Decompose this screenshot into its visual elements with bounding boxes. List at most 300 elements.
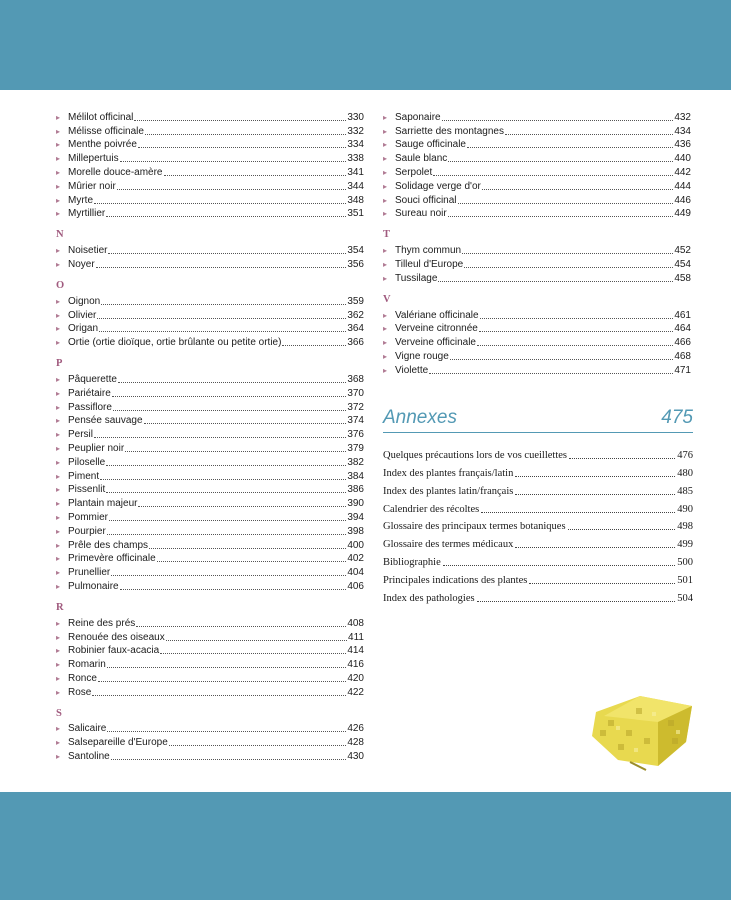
entry-page: 400 [347, 539, 364, 551]
entry-page: 376 [347, 429, 364, 441]
dot-leader [467, 147, 673, 148]
dot-leader [109, 520, 346, 521]
bullet-icon: ▸ [56, 112, 61, 122]
entry-page: 449 [674, 208, 691, 220]
entry-page: 374 [347, 415, 364, 427]
bullet-icon: ▸ [56, 660, 61, 670]
toc-left-column [56, 110, 364, 763]
dot-leader [112, 396, 347, 397]
entry-label: Violette [395, 364, 429, 376]
bullet-icon: ▸ [56, 209, 61, 219]
annex-label: Index des pathologies [383, 593, 475, 605]
entry-label: Plantain majeur [68, 498, 138, 510]
dot-leader [450, 359, 674, 360]
bullet-icon: ▸ [56, 499, 61, 509]
bullet-icon: ▸ [56, 738, 61, 748]
entry-page: 454 [674, 258, 691, 270]
entry-label: Saponaire [395, 111, 441, 123]
annex-entry[interactable] [383, 462, 693, 480]
entry-label: Prêle des champs [68, 539, 149, 551]
entry-page: 442 [674, 166, 691, 178]
toc-entry[interactable] [56, 193, 364, 207]
toc-entry[interactable] [56, 579, 364, 593]
toc-entry[interactable] [56, 207, 364, 221]
dot-leader [111, 575, 346, 576]
toc-entry[interactable] [383, 349, 691, 363]
entry-page: 394 [347, 511, 364, 523]
entry-label: Souci officinal [395, 194, 457, 206]
toc-entry[interactable] [56, 165, 364, 179]
dot-leader [515, 547, 675, 548]
toc-entry[interactable] [383, 322, 691, 336]
entry-page: 402 [347, 553, 364, 565]
toc-entry[interactable] [383, 138, 691, 152]
dot-leader [169, 745, 347, 746]
entry-page: 332 [347, 125, 364, 137]
bullet-icon: ▸ [383, 310, 388, 320]
dot-leader [98, 681, 346, 682]
entry-page: 426 [347, 723, 364, 735]
bullet-icon: ▸ [56, 646, 61, 656]
toc-entry[interactable] [56, 671, 364, 685]
entry-page: 414 [347, 645, 364, 657]
dot-leader [96, 267, 347, 268]
toc-entry[interactable] [383, 308, 691, 322]
bullet-icon: ▸ [56, 195, 61, 205]
bullet-icon: ▸ [56, 126, 61, 136]
entry-label: Thym commun [395, 245, 462, 257]
dot-leader [149, 548, 346, 549]
toc-entry[interactable] [383, 207, 691, 221]
entry-label: Salicaire [68, 723, 107, 735]
toc-entry[interactable] [56, 124, 364, 138]
dot-leader [433, 175, 673, 176]
dot-leader [106, 492, 346, 493]
entry-label: Pommier [68, 511, 109, 523]
annexes-page: 475 [661, 407, 693, 428]
toc-entry[interactable] [56, 414, 364, 428]
entry-label: Romarin [68, 659, 106, 671]
dot-leader [94, 203, 346, 204]
entry-label: Pulmonaire [68, 580, 119, 592]
bullet-icon: ▸ [56, 338, 61, 348]
dot-leader [136, 626, 346, 627]
toc-entry[interactable] [56, 138, 364, 152]
dot-leader [125, 451, 346, 452]
entry-label: Peuplier noir [68, 442, 125, 454]
toc-entry[interactable] [56, 538, 364, 552]
bullet-icon: ▸ [383, 112, 388, 122]
entry-label: Saule blanc [395, 153, 448, 165]
dot-leader [448, 161, 673, 162]
entry-label: Tussilage [395, 272, 438, 284]
toc-entry[interactable] [383, 271, 691, 285]
toc-entry[interactable] [56, 644, 364, 658]
toc-entry[interactable] [383, 110, 691, 124]
dot-leader [157, 561, 347, 562]
bullet-icon: ▸ [56, 324, 61, 334]
dot-leader [107, 534, 347, 535]
bullet-icon: ▸ [56, 259, 61, 269]
annex-entry[interactable] [383, 587, 693, 605]
entry-label: Millepertuis [68, 153, 119, 165]
bullet-icon: ▸ [56, 246, 61, 256]
dot-leader [134, 120, 346, 121]
entry-label: Menthe poivrée [68, 139, 137, 151]
entry-page: 341 [347, 166, 364, 178]
bullet-icon: ▸ [56, 724, 61, 734]
annex-label: Calendrier des récoltes [383, 503, 480, 515]
annex-entry[interactable] [383, 444, 693, 462]
herb-box-illustration [588, 690, 698, 772]
entry-page: 458 [674, 272, 691, 284]
entry-label: Renouée des oiseaux [68, 631, 165, 643]
dot-leader [138, 506, 346, 507]
entry-page: 359 [347, 295, 364, 307]
annex-entry[interactable] [383, 569, 693, 587]
entry-page: 386 [347, 484, 364, 496]
entry-page: 338 [347, 153, 364, 165]
entry-label: Ortie (ortie dioïque, ortie brûlante ou petite ortie) [68, 337, 282, 349]
entry-page: 330 [347, 111, 364, 123]
entry-page: 440 [674, 153, 691, 165]
entry-label: Salsepareille d'Europe [68, 737, 168, 749]
entry-label: Myrtillier [68, 208, 106, 220]
toc-entry[interactable] [56, 257, 364, 271]
entry-page: 344 [347, 180, 364, 192]
toc-entry[interactable] [383, 165, 691, 179]
dot-leader [462, 253, 673, 254]
entry-page: 362 [347, 309, 364, 321]
toc-entry[interactable] [56, 657, 364, 671]
entry-page: 430 [347, 751, 364, 763]
entry-page: 372 [347, 401, 364, 413]
entry-page: 432 [674, 111, 691, 123]
bullet-icon: ▸ [56, 568, 61, 578]
dot-leader [569, 458, 675, 459]
entry-label: Origan [68, 323, 99, 335]
entry-label: Mélilot officinal [68, 111, 134, 123]
annex-entry[interactable] [383, 498, 693, 516]
section-letter: T [383, 229, 391, 241]
annex-page: 490 [677, 503, 693, 515]
entry-page: 411 [348, 631, 364, 643]
entry-label: Pâquerette [68, 373, 117, 385]
annexes-list [383, 444, 693, 605]
annex-entry[interactable] [383, 551, 693, 569]
toc-right-column [383, 110, 691, 377]
dot-leader [120, 589, 347, 590]
entry-label: Olivier [68, 309, 97, 321]
toc-entry[interactable] [56, 110, 364, 124]
dot-leader [482, 189, 673, 190]
toc-entry[interactable] [56, 386, 364, 400]
entry-page: 334 [347, 139, 364, 151]
entry-page: 366 [347, 337, 364, 349]
dot-leader [438, 281, 673, 282]
annex-page: 501 [677, 575, 693, 587]
entry-page: 446 [674, 194, 691, 206]
entry-page: 348 [347, 194, 364, 206]
section-letter: P [56, 358, 63, 370]
toc-entry[interactable] [56, 335, 364, 349]
annex-label: Index des plantes français/latin [383, 467, 514, 479]
dot-leader [106, 465, 346, 466]
toc-entry[interactable] [383, 193, 691, 207]
bullet-icon: ▸ [383, 365, 388, 375]
dot-leader [477, 345, 673, 346]
dot-leader [120, 161, 347, 162]
entry-page: 406 [347, 580, 364, 592]
toc-entry[interactable] [56, 616, 364, 630]
bullet-icon: ▸ [383, 246, 388, 256]
toc-entry[interactable] [56, 243, 364, 257]
toc-entry[interactable] [56, 469, 364, 483]
annex-label: Index des plantes latin/français [383, 485, 514, 497]
bullet-icon: ▸ [56, 430, 61, 440]
toc-entry[interactable] [56, 427, 364, 441]
entry-label: Pourpier [68, 525, 106, 537]
dot-leader [429, 373, 673, 374]
dot-leader [107, 667, 347, 668]
toc-entry[interactable] [56, 630, 364, 644]
annex-entry[interactable] [383, 480, 693, 498]
toc-entry[interactable] [56, 496, 364, 510]
entry-label: Morelle douce-amère [68, 166, 163, 178]
dot-leader [443, 565, 676, 566]
dot-leader [166, 640, 347, 641]
bullet-icon: ▸ [56, 296, 61, 306]
dot-leader [106, 216, 346, 217]
entry-label: Verveine officinale [395, 337, 476, 349]
toc-entry[interactable] [383, 335, 691, 349]
dot-leader [117, 189, 347, 190]
toc-entry[interactable] [383, 257, 691, 271]
entry-label: Mélisse officinale [68, 125, 144, 137]
entry-label: Piment [68, 470, 100, 482]
dot-leader [92, 695, 346, 696]
entry-page: 398 [347, 525, 364, 537]
annexes-title: Annexes [383, 407, 457, 428]
dot-leader [113, 410, 346, 411]
toc-entry[interactable] [56, 735, 364, 749]
toc-entry[interactable] [56, 749, 364, 763]
entry-label: Mûrier noir [68, 180, 116, 192]
bullet-icon: ▸ [383, 140, 388, 150]
dot-leader [101, 304, 346, 305]
dot-leader [481, 512, 675, 513]
toc-entry[interactable] [383, 124, 691, 138]
entry-label: Verveine citronnée [395, 323, 478, 335]
entry-page: 436 [674, 139, 691, 151]
dot-leader [515, 494, 675, 495]
toc-entry[interactable] [56, 552, 364, 566]
toc-entry[interactable] [56, 483, 364, 497]
entry-label: Persil [68, 429, 94, 441]
entry-page: 471 [674, 364, 691, 376]
toc-entry[interactable] [56, 179, 364, 193]
toc-entry[interactable] [56, 455, 364, 469]
bullet-icon: ▸ [56, 632, 61, 642]
entry-label: Noisetier [68, 245, 108, 257]
dot-leader [442, 120, 674, 121]
entry-page: 464 [674, 323, 691, 335]
bullet-icon: ▸ [56, 471, 61, 481]
entry-page: 370 [347, 387, 364, 399]
entry-label: Reine des prés [68, 617, 136, 629]
entry-page: 444 [674, 180, 691, 192]
bullet-icon: ▸ [383, 338, 388, 348]
bullet-icon: ▸ [56, 140, 61, 150]
section-letter: O [56, 279, 65, 291]
dot-leader [464, 267, 673, 268]
entry-label: Vigne rouge [395, 350, 449, 362]
annex-entry[interactable] [383, 533, 693, 551]
dot-leader [164, 175, 347, 176]
annex-label: Glossaire des termes médicaux [383, 539, 514, 551]
toc-entry[interactable] [56, 565, 364, 579]
annex-page: 498 [677, 521, 693, 533]
annex-label: Bibliographie [383, 557, 441, 569]
bullet-icon: ▸ [383, 195, 388, 205]
dot-leader [138, 147, 346, 148]
bullet-icon: ▸ [383, 324, 388, 334]
toc-entry[interactable] [56, 722, 364, 736]
toc-entry[interactable] [56, 372, 364, 386]
bullet-icon: ▸ [56, 673, 61, 683]
entry-label: Pissenlit [68, 484, 106, 496]
entry-page: 354 [347, 245, 364, 257]
dot-leader [118, 382, 346, 383]
entry-label: Serpolet [395, 166, 433, 178]
entry-label: Pariétaire [68, 387, 111, 399]
entry-page: 452 [674, 245, 691, 257]
toc-entry[interactable] [56, 322, 364, 336]
entry-label: Sarriette des montagnes [395, 125, 504, 137]
entry-page: 461 [674, 309, 691, 321]
bullet-icon: ▸ [383, 209, 388, 219]
annex-page: 499 [677, 539, 693, 551]
entry-label: Oignon [68, 295, 101, 307]
bullet-icon: ▸ [56, 687, 61, 697]
bullet-icon: ▸ [56, 388, 61, 398]
dot-leader [100, 479, 346, 480]
bullet-icon: ▸ [383, 181, 388, 191]
entry-label: Noyer [68, 258, 95, 270]
dot-leader [99, 331, 346, 332]
bottom-color-band [0, 792, 731, 900]
dot-leader [448, 216, 674, 217]
section-letter: S [56, 707, 62, 719]
toc-entry[interactable] [56, 524, 364, 538]
dot-leader [144, 423, 347, 424]
bullet-icon: ▸ [56, 554, 61, 564]
entry-page: 351 [347, 208, 364, 220]
annexes-heading [383, 404, 693, 433]
entry-page: 422 [347, 686, 364, 698]
bullet-icon: ▸ [56, 581, 61, 591]
toc-entry[interactable] [56, 400, 364, 414]
bullet-icon: ▸ [56, 457, 61, 467]
bullet-icon: ▸ [383, 154, 388, 164]
bullet-icon: ▸ [56, 374, 61, 384]
toc-entry[interactable] [56, 441, 364, 455]
entry-label: Robinier faux-acacia [68, 645, 160, 657]
dot-leader [458, 203, 674, 204]
entry-page: 408 [347, 617, 364, 629]
bullet-icon: ▸ [383, 351, 388, 361]
entry-page: 416 [347, 659, 364, 671]
toc-entry[interactable] [56, 510, 364, 524]
annex-page: 500 [677, 557, 693, 569]
dot-leader [145, 134, 346, 135]
entry-label: Primevère officinale [68, 553, 156, 565]
dot-leader [97, 318, 346, 319]
entry-page: 356 [347, 258, 364, 270]
toc-entry[interactable] [383, 243, 691, 257]
toc-entry[interactable] [383, 179, 691, 193]
dot-leader [568, 529, 676, 530]
bullet-icon: ▸ [56, 752, 61, 762]
dot-leader [477, 601, 676, 602]
bullet-icon: ▸ [383, 167, 388, 177]
entry-label: Ronce [68, 672, 97, 684]
toc-entry[interactable] [383, 151, 691, 165]
entry-page: 468 [674, 350, 691, 362]
toc-entry[interactable] [383, 363, 691, 377]
dot-leader [505, 134, 673, 135]
dot-leader [529, 583, 675, 584]
entry-label: Passiflore [68, 401, 112, 413]
bullet-icon: ▸ [383, 126, 388, 136]
annex-label: Glossaire des principaux termes botaniques [383, 521, 566, 533]
toc-entry[interactable] [56, 685, 364, 699]
entry-label: Solidage verge d'or [395, 180, 481, 192]
bullet-icon: ▸ [56, 167, 61, 177]
entry-label: Piloselle [68, 456, 106, 468]
bullet-icon: ▸ [56, 618, 61, 628]
entry-label: Rose [68, 686, 92, 698]
bullet-icon: ▸ [56, 485, 61, 495]
bullet-icon: ▸ [56, 181, 61, 191]
dot-leader [108, 253, 346, 254]
bullet-icon: ▸ [56, 512, 61, 522]
bullet-icon: ▸ [56, 310, 61, 320]
dot-leader [479, 331, 673, 332]
entry-label: Sauge officinale [395, 139, 466, 151]
bullet-icon: ▸ [56, 540, 61, 550]
entry-page: 379 [347, 442, 364, 454]
entry-page: 466 [674, 337, 691, 349]
toc-entry[interactable] [56, 151, 364, 165]
annex-page: 476 [677, 449, 693, 461]
entry-page: 420 [347, 672, 364, 684]
entry-label: Myrte [68, 194, 93, 206]
annex-label: Quelques précautions lors de vos cueillettes [383, 449, 567, 461]
entry-label: Santoline [68, 751, 110, 763]
toc-entry[interactable] [56, 308, 364, 322]
bullet-icon: ▸ [56, 416, 61, 426]
entry-page: 368 [347, 373, 364, 385]
annex-page: 480 [677, 467, 693, 479]
toc-entry[interactable] [56, 294, 364, 308]
annex-entry[interactable] [383, 516, 693, 534]
dot-leader [160, 653, 346, 654]
entry-page: 404 [347, 567, 364, 579]
entry-label: Sureau noir [395, 208, 447, 220]
annex-label: Principales indications des plantes [383, 575, 528, 587]
top-color-band [0, 0, 731, 90]
